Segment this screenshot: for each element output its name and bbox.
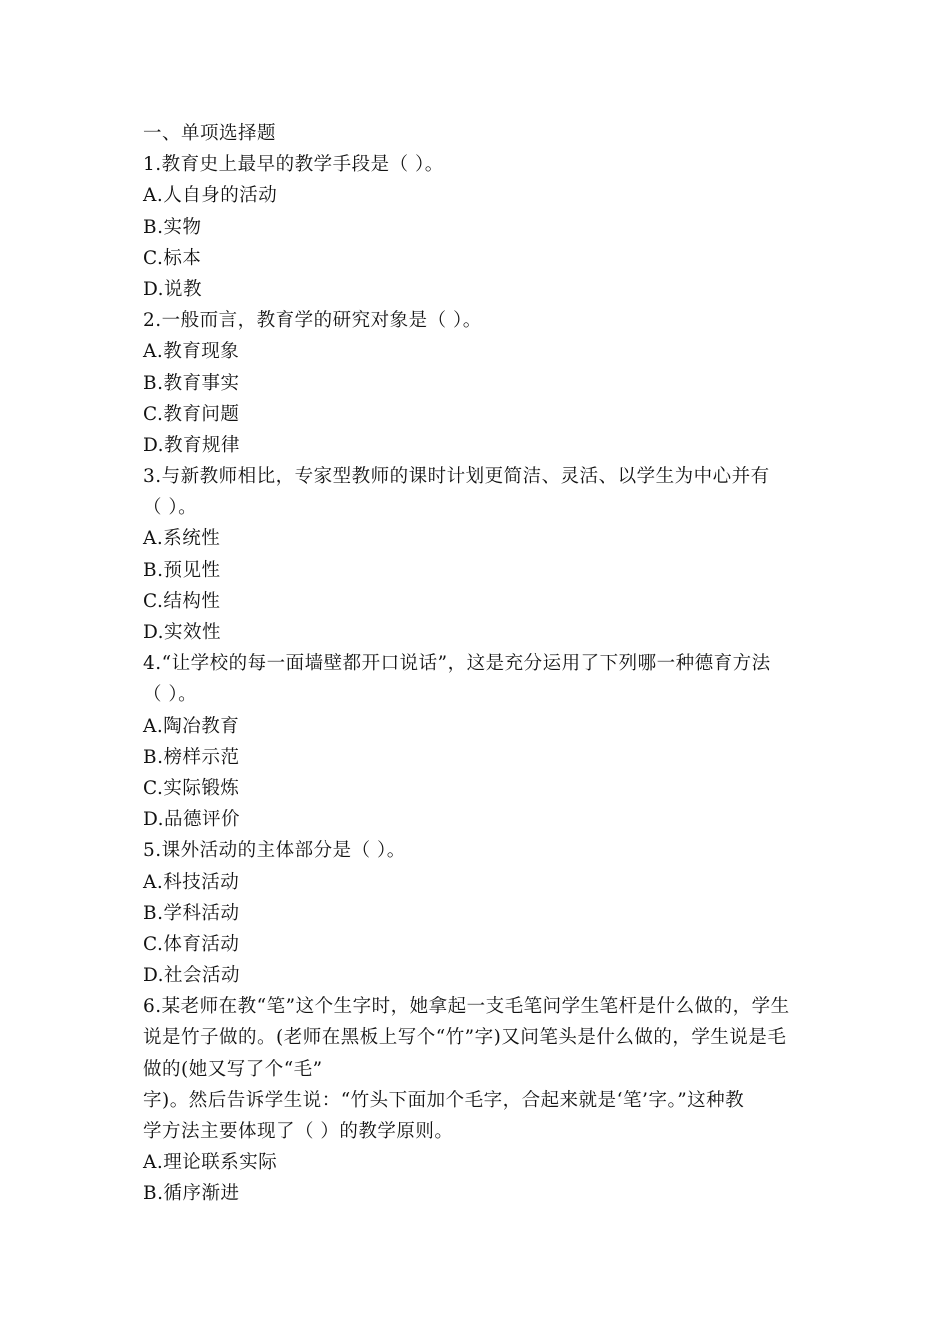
- option-a: A.陶冶教育: [143, 715, 240, 737]
- question-stem-continued: （ ）。: [143, 684, 198, 706]
- question-stem: 2.一般而言，教育学的研究对象是（ ）。: [143, 310, 482, 332]
- option-c: C.结构性: [143, 590, 221, 612]
- question-1: [143, 149, 808, 305]
- question-stem: 3.与新教师相比，专家型教师的课时计划更简洁、灵活、以学生为中心并有: [143, 466, 770, 488]
- option-c: C.体育活动: [143, 933, 240, 955]
- option-d: D.品德评价: [143, 809, 241, 831]
- option-a: A.教育现象: [143, 341, 240, 363]
- question-4: [143, 648, 808, 835]
- option-c: C.实际锻炼: [143, 777, 240, 799]
- question-stem: 4.“让学校的每一面墙壁都开口说话”，这是充分运用了下列哪一种德育方法: [143, 653, 771, 675]
- question-5: [143, 835, 808, 991]
- option-a: A.科技活动: [143, 871, 240, 893]
- option-c: C.教育问题: [143, 403, 240, 425]
- option-a: A.系统性: [143, 528, 221, 550]
- option-b: B.学科活动: [143, 902, 240, 924]
- option-b: B.实物: [143, 216, 202, 238]
- option-b: B.循序渐进: [143, 1183, 240, 1205]
- document-content: [143, 118, 808, 1210]
- option-b: B.教育事实: [143, 372, 240, 394]
- question-stem: 6.某老师在教“笔”这个生字时，她拿起一支毛笔问学生笔杆是什么做的，学生: [143, 996, 790, 1018]
- section-title: 一、单项选择题: [143, 123, 277, 144]
- question-3: [143, 461, 808, 648]
- question-2: [143, 305, 808, 461]
- question-stem-continued: （ ）。: [143, 497, 198, 519]
- question-stem-continued: 学方法主要体现了（ ）的教学原则。: [143, 1121, 454, 1142]
- option-d: D.社会活动: [143, 965, 241, 987]
- option-d: D.说教: [143, 278, 203, 300]
- question-stem-continued: 字)。然后告诉学生说：“竹头下面加个毛字，合起来就是‘笔’字。”这种教: [143, 1089, 745, 1111]
- option-d: D.教育规律: [143, 434, 241, 456]
- question-stem: 5.课外活动的主体部分是（ ）。: [143, 840, 406, 862]
- question-stem-continued: 做的(她又写了个“毛”: [143, 1058, 323, 1080]
- option-c: C.标本: [143, 247, 202, 269]
- question-6: [143, 991, 808, 1209]
- option-d: D.实效性: [143, 622, 222, 643]
- option-b: B.预见性: [143, 559, 221, 581]
- question-stem-continued: 说是竹子做的。(老师在黑板上写个“竹”字)又问笔头是什么做的，学生说是毛: [143, 1027, 787, 1049]
- option-a: A.理论联系实际: [143, 1152, 278, 1174]
- question-stem: 1.教育史上最早的教学手段是（ ）。: [143, 154, 444, 176]
- option-b: B.榜样示范: [143, 746, 240, 768]
- option-a: A.人自身的活动: [143, 185, 278, 207]
